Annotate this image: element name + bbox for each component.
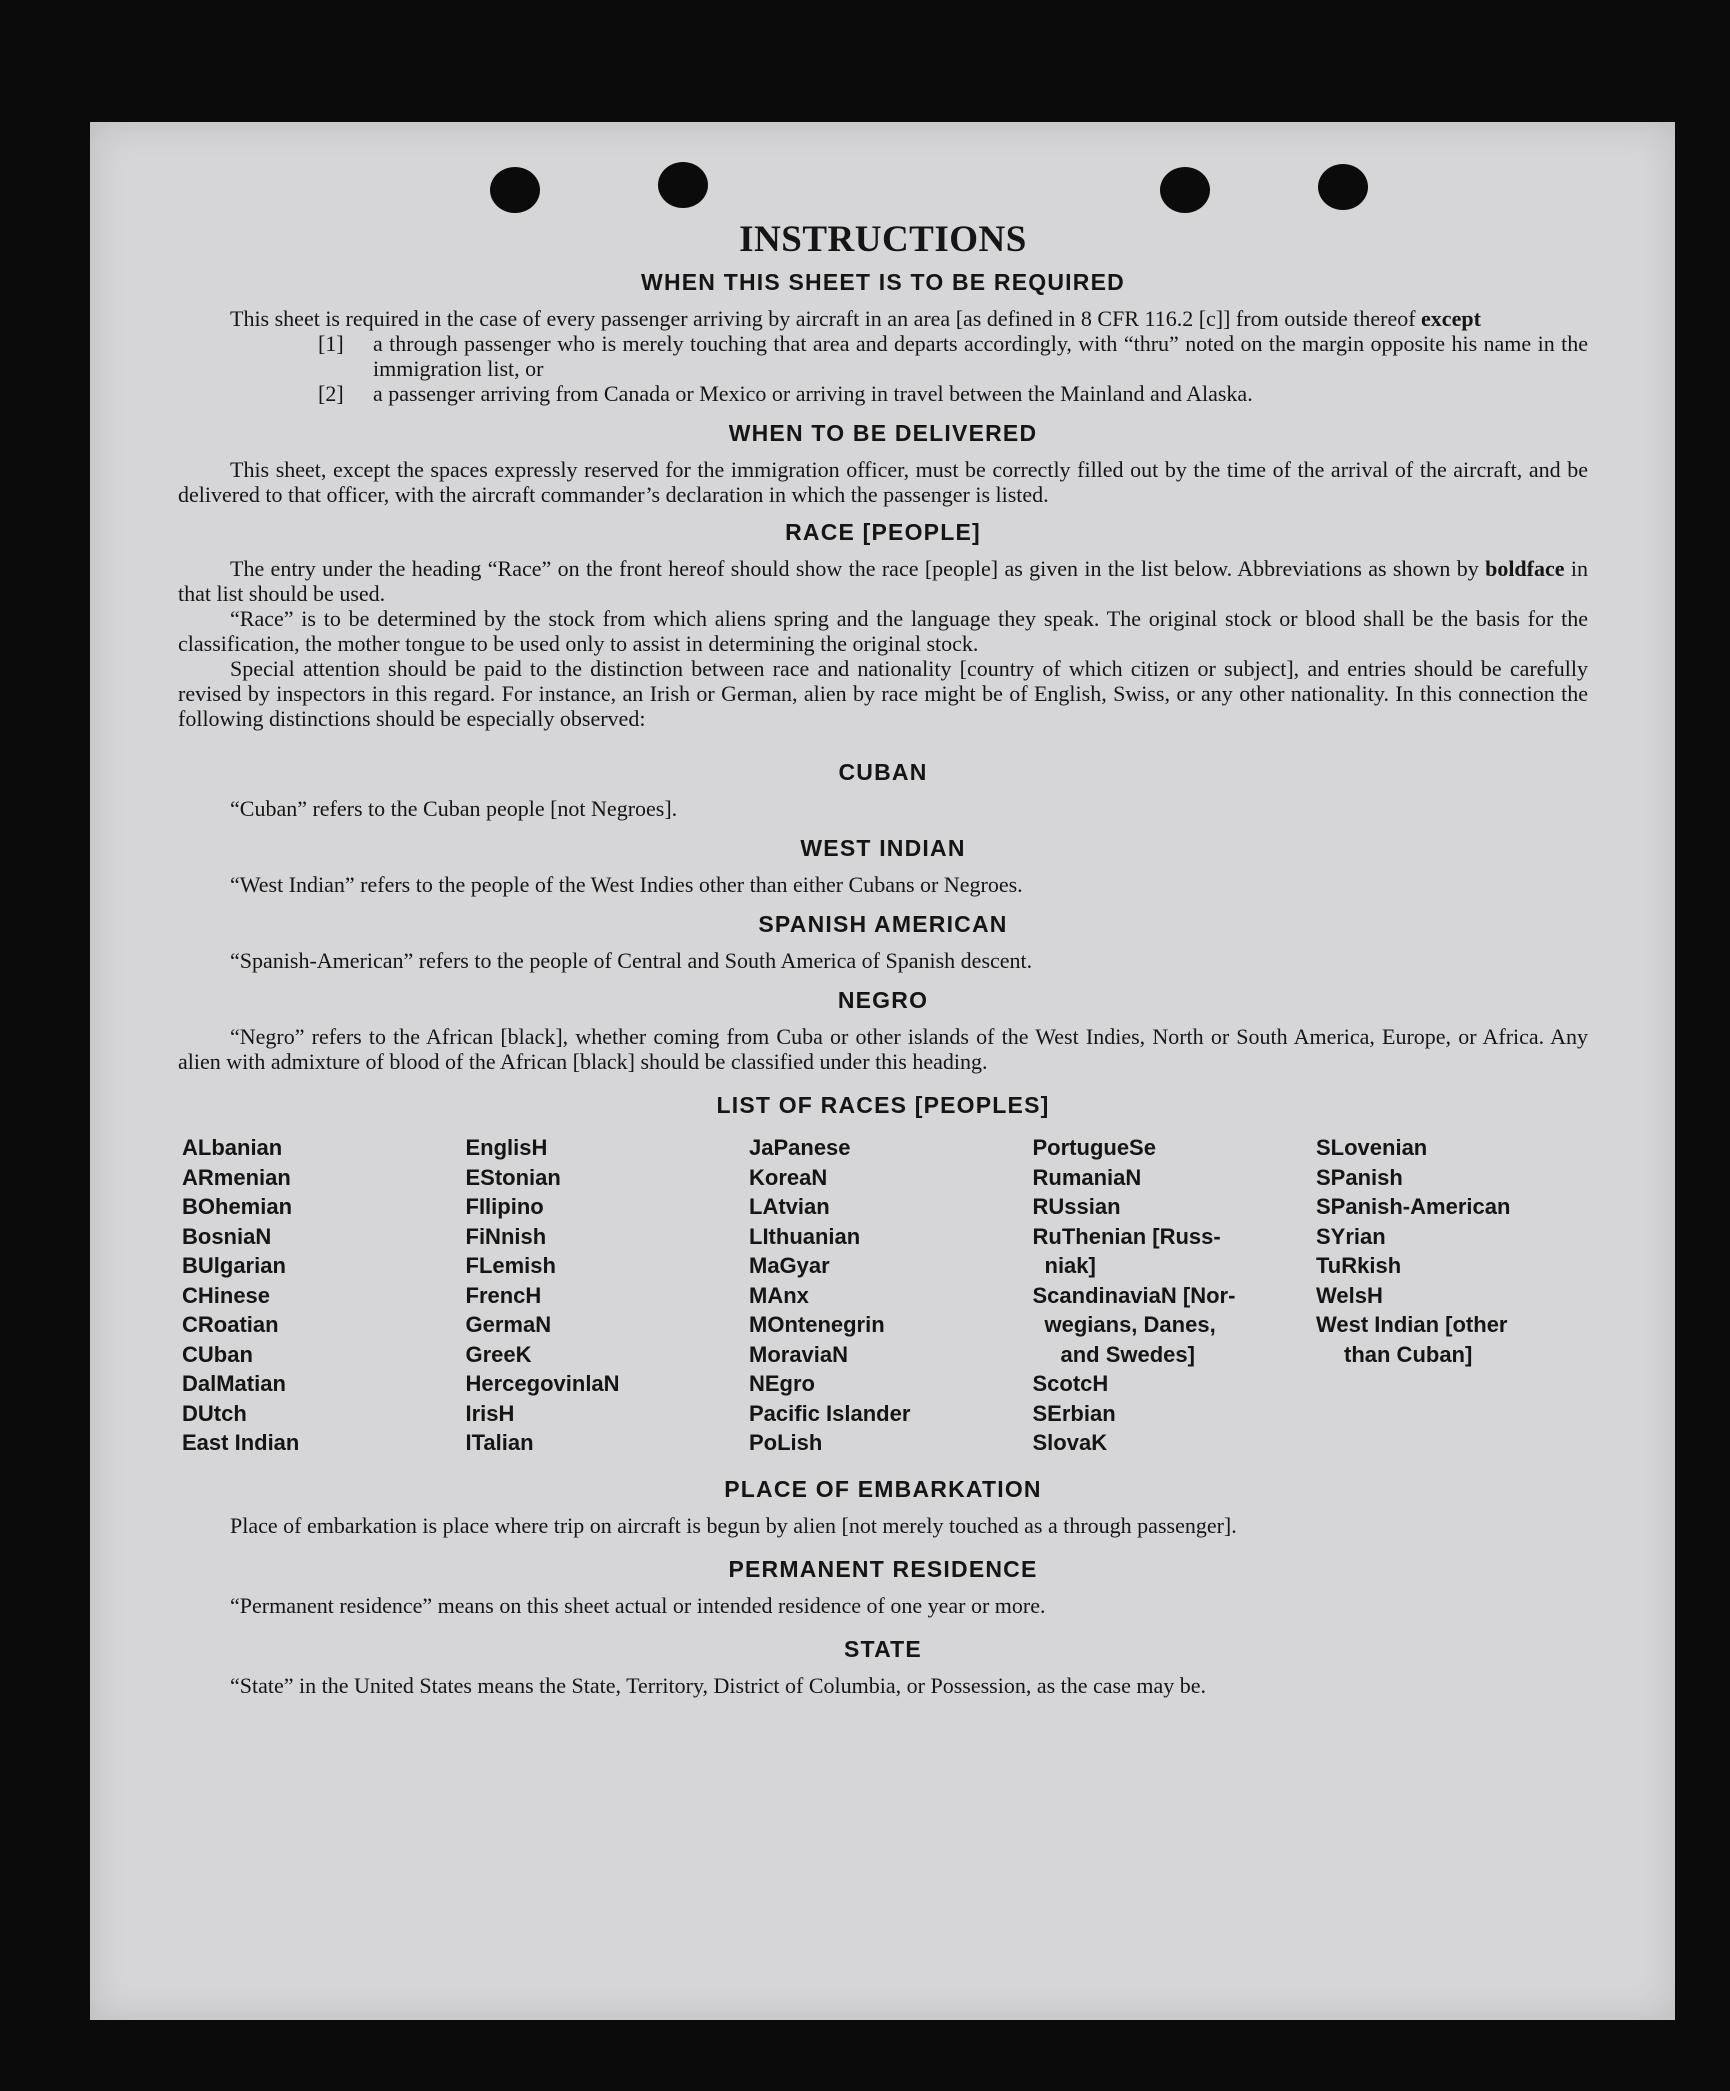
race-item: PoLish: [749, 1430, 823, 1455]
page-title: INSTRUCTIONS: [739, 219, 1027, 260]
race-item: BosniaN: [182, 1223, 272, 1249]
race-item: NEgro: [749, 1371, 815, 1396]
instructions-content: [178, 218, 1588, 1698]
race-item: SErbian: [1032, 1400, 1116, 1426]
race-item: ScotcH: [1032, 1371, 1109, 1396]
race-item: GreeK: [465, 1341, 532, 1367]
races-column-4: [1033, 1133, 1305, 1458]
race-item: GermaN: [465, 1312, 552, 1337]
race-item: ALbanian: [182, 1135, 283, 1160]
race-item: SYrian: [1316, 1223, 1386, 1249]
race-item: JaPanese: [749, 1135, 851, 1160]
race-item: CUban: [182, 1341, 253, 1367]
race-item: SLovenian: [1316, 1135, 1428, 1160]
race-paragraph-3: Special attention should be paid to the distinction between race and nationality [country of which citizen or subject], and entries should be carefully revised by inspectors in this regard. For instance, an Irish or German, alien by race might be of English, Swiss, or any other nationality. In this connection the following distinctions should be especially observed:: [178, 656, 1588, 731]
section-heading-west-indian: WEST INDIAN: [800, 835, 966, 861]
race-item: RumaniaN: [1032, 1164, 1142, 1190]
races-column-1: [182, 1133, 454, 1458]
race-item: SPanish: [1316, 1164, 1403, 1190]
race-item: HercegovinlaN: [465, 1371, 620, 1396]
section-heading-spanish-american: SPANISH AMERICAN: [758, 911, 1008, 937]
race-item-continued: and Swedes]: [1060, 1341, 1195, 1367]
race-item: RUssian: [1032, 1194, 1121, 1219]
race-item: MoraviaN: [749, 1341, 849, 1367]
punch-hole: [490, 167, 540, 213]
race-item: ScandinaviaN [Nor-: [1032, 1282, 1236, 1308]
race-item: CHinese: [182, 1282, 271, 1308]
race-item: SPanish-American: [1316, 1194, 1511, 1219]
race-item: EStonian: [465, 1164, 561, 1190]
delivered-text: This sheet, except the spaces expressly reserved for the immigration officer, must be correctly filled out by the time of the arrival of the aircraft, and be delivered to that officer, with the aircraft commander’s declaration in which the passenger is listed.: [178, 457, 1588, 507]
west-indian-text: “West Indian” refers to the people of the West Indies other than either Cubans or Negroes.: [230, 872, 1023, 897]
section-heading-negro: NEGRO: [837, 987, 929, 1013]
races-list: [182, 1133, 1588, 1458]
race-item: BUlgarian: [182, 1253, 286, 1278]
race-item: MOntenegrin: [749, 1312, 885, 1337]
race-item: EnglisH: [465, 1135, 548, 1160]
race-item: KoreaN: [749, 1164, 828, 1190]
race-item: RuThenian [Russ-: [1032, 1223, 1221, 1249]
race-item: FiNnish: [465, 1223, 547, 1249]
race-item-continued: than Cuban]: [1344, 1341, 1473, 1367]
race-paragraph-1: The entry under the heading “Race” on the front hereof should show the race [people] as given in the list below. Abbreviations as shown by boldface in that list should be used.: [178, 556, 1589, 606]
race-item: MaGyar: [749, 1253, 830, 1278]
required-intro-except: except: [1421, 306, 1481, 331]
race-item: ITalian: [465, 1430, 534, 1455]
race-item: MAnx: [749, 1282, 809, 1308]
punch-hole: [1318, 164, 1368, 210]
race-item: FIlipino: [465, 1194, 544, 1219]
required-clause-2: [2] a passenger arriving from Canada or Mexico or arriving in travel between the Mainland and Alaska.: [318, 381, 1253, 406]
section-heading-required: WHEN THIS SHEET IS TO BE REQUIRED: [641, 269, 1125, 295]
races-column-3: [749, 1133, 1021, 1458]
section-heading-race: RACE [PEOPLE]: [785, 519, 981, 545]
document-page: [90, 122, 1675, 2020]
section-heading-delivered: WHEN TO BE DELIVERED: [728, 420, 1038, 446]
race-boldface-word: boldface: [1485, 556, 1565, 581]
race-item: IrisH: [465, 1400, 515, 1426]
race-item: DalMatian: [182, 1371, 286, 1396]
race-item: West Indian [other: [1316, 1312, 1508, 1337]
cuban-text: “Cuban” refers to the Cuban people [not Negroes].: [230, 796, 678, 821]
race-item-continued: wegians, Danes,: [1044, 1312, 1216, 1337]
races-column-5: [1316, 1133, 1588, 1458]
section-heading-state: STATE: [844, 1635, 922, 1662]
punch-hole: [658, 162, 708, 208]
race-paragraph-2: “Race” is to be determined by the stock from which aliens spring and the language they speak. The original stock or blood shall be the basis for the classification, the mother tongue to be used only to assist in determining the original stock.: [178, 606, 1588, 656]
embarkation-text: Place of embarkation is place where trip on aircraft is begun by alien [not merely touched as a through passenger].: [230, 1512, 1237, 1538]
residence-text: “Permanent residence” means on this sheet actual or intended residence of one year or more.: [230, 1592, 1046, 1618]
required-clause-1: [1] a through passenger who is merely touching that area and departs accordingly, with “thru” noted on the margin opposite his name in the immigration list, or: [318, 331, 1588, 381]
race-item-continued: niak]: [1044, 1253, 1096, 1278]
race-item: CRoatian: [182, 1312, 279, 1337]
races-column-2: [466, 1133, 738, 1458]
negro-text: “Negro” refers to the African [black], whether coming from Cuba or other islands of the West Indies, North or South America, Europe, or Africa. Any alien with admixture of blood of the African [black] should be classified under this heading.: [178, 1024, 1588, 1074]
spanish-american-text: “Spanish-American” refers to the people of Central and South America of Spanish descent.: [230, 948, 1033, 973]
required-intro: This sheet is required in the case of every passenger arriving by aircraft in an area [as defined in 8 CFR 116.2 [c]] from outside thereof except: [230, 306, 1481, 331]
section-heading-list-of-races: LIST OF RACES [PEOPLES]: [716, 1092, 1050, 1118]
section-heading-embarkation: PLACE OF EMBARKATION: [724, 1475, 1042, 1502]
race-item: FLemish: [465, 1253, 556, 1278]
race-item: Pacific Islander: [749, 1400, 911, 1426]
race-item: ARmenian: [182, 1164, 291, 1190]
section-heading-residence: PERMANENT RESIDENCE: [728, 1555, 1038, 1582]
race-item: DUtch: [182, 1400, 247, 1426]
race-item: SlovaK: [1032, 1430, 1108, 1455]
race-item: TuRkish: [1316, 1253, 1402, 1278]
race-item: PortugueSe: [1032, 1135, 1156, 1160]
punch-hole: [1160, 167, 1210, 213]
race-item: BOhemian: [182, 1194, 293, 1219]
section-heading-cuban: CUBAN: [838, 759, 928, 785]
state-text: “State” in the United States means the State, Territory, District of Columbia, or Possession, as the case may be.: [230, 1672, 1207, 1698]
race-item: FrencH: [465, 1282, 542, 1308]
race-item: East Indian: [182, 1430, 300, 1455]
race-item: LAtvian: [749, 1194, 830, 1219]
race-item: WelsH: [1316, 1282, 1383, 1308]
race-item: LIthuanian: [749, 1223, 861, 1249]
